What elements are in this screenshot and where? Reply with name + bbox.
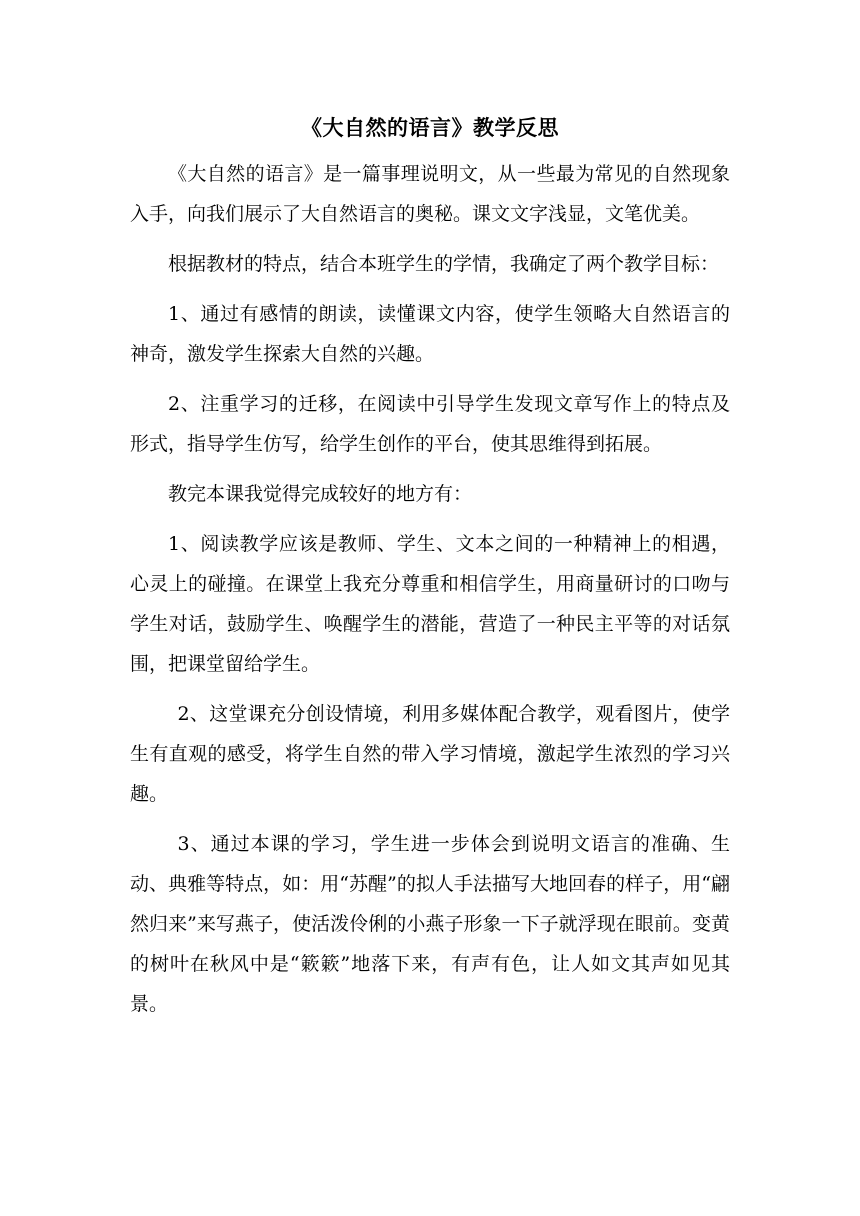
paragraph-intro: 《大自然的语言》是一篇事理说明文，从一些最为常见的自然现象入手，向我们展示了大自然语言的奥秘。课文文字浅显，文笔优美。 xyxy=(130,163,730,225)
paragraph-goal-2: 2、注重学习的迁移，在阅读中引导学生发现文章写作上的特点及形式，指导学生仿写，给学生创作的平台，使其思维得到拓展。 xyxy=(130,393,730,455)
paragraph-goal-1: 1、通过有感情的朗读，读懂课文内容，使学生领略大自然语言的神奇，激发学生探索大自然的兴趣。 xyxy=(130,303,730,365)
paragraph-strength-1: 1、阅读教学应该是教师、学生、文本之间的一种精神上的相遇，心灵上的碰撞。在课堂上我充分尊重和相信学生，用商量研讨的口吻与学生对话，鼓励学生、唤醒学生的潜能，营造了一种民主平等的对话氛围，把课堂留给学生。 xyxy=(130,533,730,675)
paragraph-strengths-lead: 教完本课我觉得完成较好的地方有： xyxy=(168,483,473,505)
document-title: 《大自然的语言》教学反思 xyxy=(301,116,559,140)
paragraph-goals-lead: 根据教材的特点，结合本班学生的学情，我确定了两个教学目标： xyxy=(168,253,720,275)
document-body xyxy=(130,154,730,1024)
paragraph-strength-3: 3、通过本课的学习，学生进一步体会到说明文语言的准确、生动、典雅等特点，如：用“苏醒”的拟人手法描写大地回春的样子，用“翩然归来”来写燕子，使活泼伶俐的小燕子形象一下子就浮现在眼前。变黄的树叶在秋风中是“簌簌”地落下来，有声有色，让人如文其声如见其景。 xyxy=(130,833,730,1015)
paragraph-strength-2: 2、这堂课充分创设情境，利用多媒体配合教学，观看图片，使学生有直观的感受，将学生自然的带入学习情境，激起学生浓烈的学习兴趣。 xyxy=(130,703,730,805)
